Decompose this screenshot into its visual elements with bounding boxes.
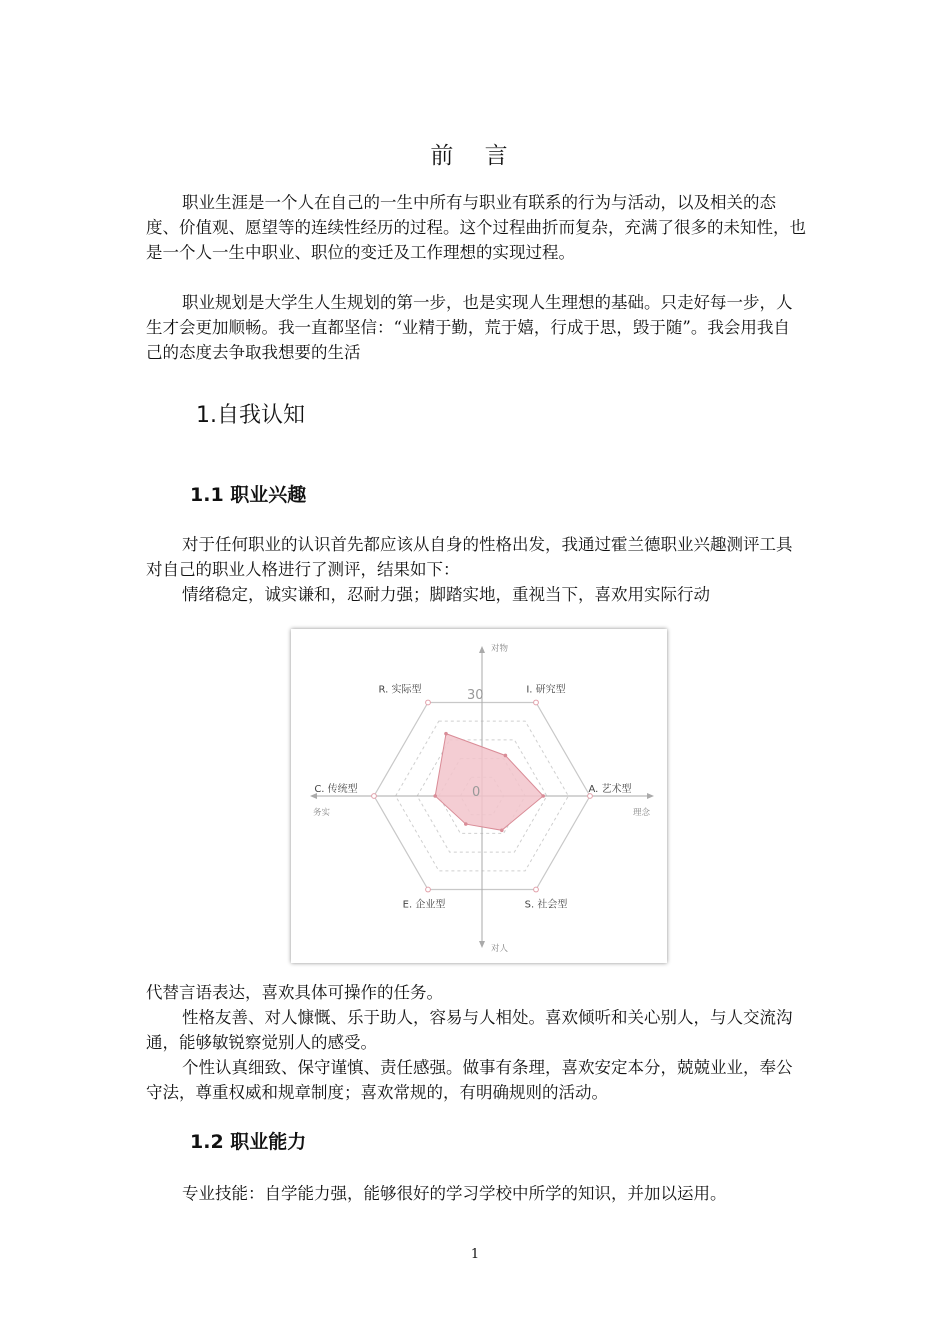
section-heading-self-awareness: 1.自我认知	[196, 403, 305, 428]
radar-data-point	[433, 794, 437, 798]
radar-outer-vertex	[426, 887, 431, 892]
range-label-min: 0	[472, 785, 481, 800]
interest-paragraph-1: 对于任何职业的认识首先都应该从自身的性格出发，我通过霍兰德职业兴趣测评工具对自己的职业人格进行了测评，结果如下：	[146, 535, 793, 579]
axis-label-left: 务实	[313, 808, 331, 818]
subsection-heading-interest	[190, 480, 306, 507]
holland-radar-chart	[291, 629, 667, 963]
subsection-title: 职业兴趣	[230, 484, 307, 506]
radar-data-point	[500, 828, 504, 832]
radar-outer-vertex	[426, 700, 431, 705]
axis-label-bottom: 对人	[491, 944, 509, 954]
subsection-number: 1.1	[190, 484, 224, 506]
radar-outer-vertex	[534, 887, 539, 892]
radar-outer-vertex	[372, 794, 377, 799]
radar-category-label: R. 实际型	[378, 684, 422, 696]
radar-category-label: I. 研究型	[526, 684, 566, 696]
preface-paragraph-2: 职业规划是大学生人生规划的第一步，也是实现人生理想的基础。只走好每一步，人生才会更加顺畅。我一直都坚信：“业精于勤，荒于嬉，行成于思，毁于随”。我会用我自己的态度去争取我想要的生活	[146, 293, 793, 362]
range-label-max: 30	[467, 688, 484, 703]
radar-chart-svg	[291, 629, 667, 963]
radar-data-point	[504, 754, 508, 758]
subsection-heading-ability	[190, 1127, 306, 1154]
radar-category-label: E. 企业型	[402, 899, 446, 911]
interest-paragraph-2-end: 代替言语表达，喜欢具体可操作的任务。	[146, 983, 443, 1002]
radar-category-label: C. 传统型	[314, 784, 358, 795]
axis-label-top: 对物	[491, 644, 509, 654]
ability-paragraph-1: 专业技能：自学能力强，能够很好的学习学校中所学的知识，并加以运用。	[182, 1184, 727, 1203]
axis-label-right: 理念	[633, 808, 651, 818]
arrow-up-icon	[479, 646, 485, 653]
interest-paragraph-3: 性格友善、对人慷慨、乐于助人，容易与人相处。喜欢倾听和关心别人，与人交流沟通，能够敏锐察觉别人的感受。	[146, 1008, 793, 1052]
page-title: 前 言	[430, 143, 520, 169]
page-number: 1	[470, 1247, 480, 1262]
interest-paragraph-4: 个性认真细致、保守谨慎、责任感强。做事有条理，喜欢安定本分，兢兢业业，奉公守法，尊重权威和规章制度；喜欢常规的，有明确规则的活动。	[146, 1058, 793, 1102]
preface-paragraph-1: 职业生涯是一个人在自己的一生中所有与职业有联系的行为与活动，以及相关的态度、价值观、愿望等的连续性经历的过程。这个过程曲折而复杂，充满了很多的未知性，也是一个人一生中职业、职位的变迁及工作理想的实现过程。	[146, 193, 806, 262]
radar-category-label: A. 艺术型	[588, 784, 632, 795]
radar-data-point	[444, 732, 448, 736]
radar-outer-vertex	[534, 700, 539, 705]
interest-paragraph-2-start: 情绪稳定，诚实谦和，忍耐力强；脚踏实地，重视当下，喜欢用实际行动	[182, 585, 710, 604]
subsection-title: 职业能力	[230, 1131, 307, 1153]
arrow-down-icon	[479, 941, 485, 948]
subsection-number: 1.2	[190, 1131, 224, 1153]
radar-data-point	[541, 794, 545, 798]
radar-data-point	[464, 822, 468, 826]
radar-category-label: S. 社会型	[524, 899, 568, 911]
arrow-right-icon	[647, 793, 654, 799]
radar-data-polygon	[435, 734, 543, 831]
